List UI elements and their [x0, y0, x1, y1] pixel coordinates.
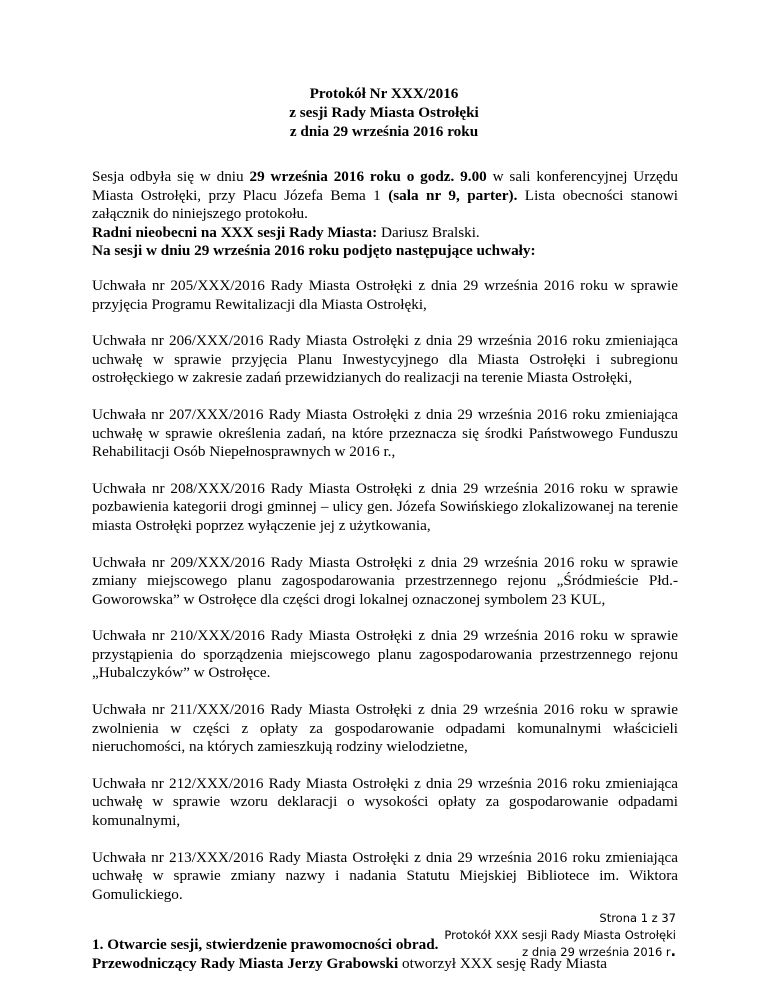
- title-line-1: Protokół Nr XXX/2016: [309, 85, 459, 102]
- footer-date-text: z dnia 29 września 2016 r: [522, 945, 671, 959]
- resolution-item: Uchwała nr 211/XXX/2016 Rady Miasta Ostrołęki z dnia 29 września 2016 roku w sprawie zwolnienia w części z opłaty za gospodarowanie odpadami komunalnymi właścicieli nieruchomości, na których zamieszkują rodziny wielodzietne,: [92, 701, 678, 756]
- section-1-body: otworzył XXX sesję Rady Miasta: [398, 955, 608, 972]
- resolution-item: Uchwała nr 210/XXX/2016 Rady Miasta Ostrołęki z dnia 29 września 2016 roku w sprawie przystąpienia do sporządzenia miejscowego planu zagospodarowania przestrzennego rejonu „Hubalczyków” w Ostrołęce.: [92, 627, 678, 682]
- resolution-item: Uchwała nr 212/XXX/2016 Rady Miasta Ostrołęki z dnia 29 września 2016 roku zmieniająca uchwałę w sprawie wzoru deklaracji o wysokości opłaty za gospodarowanie odpadami komunalnymi,: [92, 774, 678, 830]
- footer-date: [444, 944, 676, 961]
- page-footer: [444, 910, 676, 961]
- resolution-item: Uchwała nr 208/XXX/2016 Rady Miasta Ostrołęki z dnia 29 września 2016 roku w sprawie pozbawienia kategorii drogi gminnej – ulicy gen. Józefa Sowińskiego zlokalizowanej na terenie miasta Ostrołęki poprzez wyłączenie jej z użytkowania,: [92, 479, 678, 534]
- intro-room: (sala nr 9, parter).: [388, 186, 518, 204]
- resolution-item: Uchwała nr 207/XXX/2016 Rady Miasta Ostrołęki z dnia 29 września 2016 roku zmieniająca uchwałę w sprawie określenia zadań, na które przeznacza się środki Państwowego Funduszu Rehabilitacji Osób Niepełnosprawnych w 2016 r.,: [92, 405, 678, 461]
- footer-page-number: Strona 1 z 37: [599, 911, 676, 925]
- intro-text-1: Sesja odbyła się w dniu: [92, 168, 250, 185]
- resolution-item: Uchwała nr 209/XXX/2016 Rady Miasta Ostrołęki z dnia 29 września 2016 roku w sprawie zmiany miejscowego planu zagospodarowania przestrzennego rejonu „Śródmieście Płd.- Goworowska” w Ostrołęce dla części drogi lokalnej oznaczonej symbolem 23 KUL,: [92, 553, 678, 608]
- adopted-heading: Na sesji w dniu 29 września 2016 roku podjęto następujące uchwały:: [92, 242, 536, 260]
- footer-date-dot: .: [670, 944, 676, 960]
- intro-text-2: w sali konferencyjnej Urzędu Miasta Ostrołęki, przy Placu Józefa Bema 1: [92, 168, 678, 204]
- title-line-3: z dnia 29 września 2016 roku: [289, 123, 479, 140]
- document-title: [0, 84, 768, 141]
- absent-value: Dariusz Bralski.: [377, 223, 480, 241]
- intro-date: 29 września 2016 roku o godz. 9.00: [249, 168, 487, 185]
- document-body: [92, 168, 678, 974]
- intro-text-3: Lista obecności stanowi załącznik do niniejszego protokołu.: [92, 186, 679, 223]
- resolution-item: Uchwała nr 213/XXX/2016 Rady Miasta Ostrołęki z dnia 29 września 2016 roku zmieniająca uchwałę w sprawie zmiany nazwy i nadania Statutu Miejskiej Bibliotece im. Wiktora Gomulickiego.: [92, 848, 678, 903]
- title-line-2: z sesji Rady Miasta Ostrołęki: [289, 104, 479, 121]
- resolution-item: Uchwała nr 206/XXX/2016 Rady Miasta Ostrołęki z dnia 29 września 2016 roku zmieniająca uchwałę w sprawie przyjęcia Planu Inwestycyjnego dla Miasta Ostrołęki i subregionu ostrołęckiego w zakresie zadań przewidzianych do realizacji na terenie Miasta Ostrołęki,: [92, 332, 678, 387]
- absent-label: Radni nieobecni na XXX sesji Rady Miasta:: [92, 223, 378, 241]
- intro-paragraph: [92, 168, 678, 261]
- resolution-item: Uchwała nr 205/XXX/2016 Rady Miasta Ostrołęki z dnia 29 września 2016 roku w sprawie przyjęcia Programu Rewitalizacji dla Miasta Ostrołęki,: [92, 276, 678, 313]
- footer-document-name: Protokół XXX sesji Rady Miasta Ostrołęki: [444, 928, 676, 942]
- chair-name: Przewodniczący Rady Miasta Jerzy Grabowski: [92, 955, 399, 972]
- section-1-heading: 1. Otwarcie sesji, stwierdzenie prawomocności obrad.: [92, 936, 439, 954]
